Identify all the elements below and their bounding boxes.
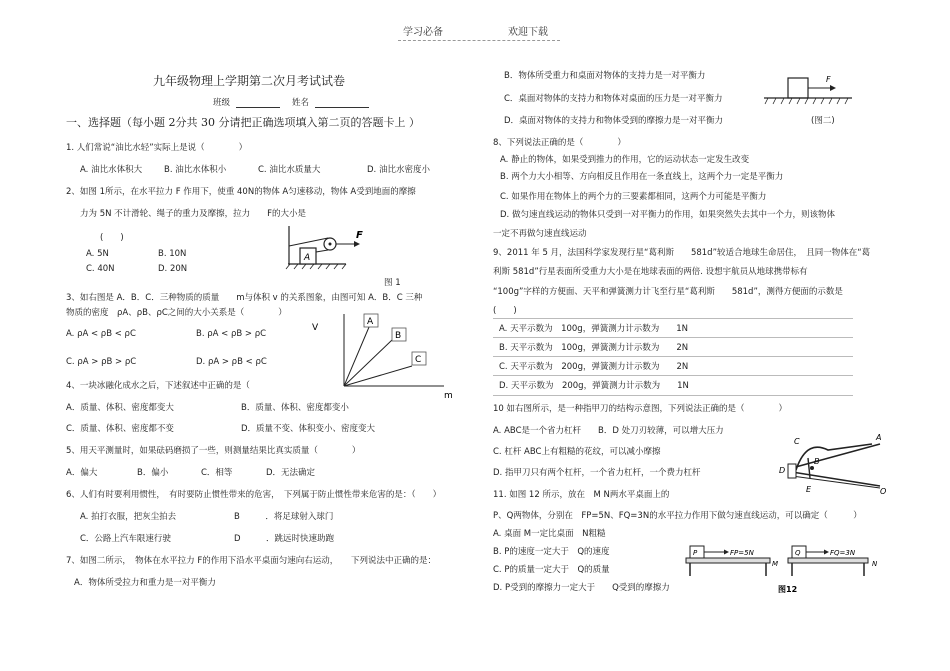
fig2-label-f: F: [826, 75, 831, 84]
section-1-heading: 一、选择题（每小题 2分共 30 分请把正确选项填入第二页的答题卡上 ）: [66, 116, 420, 129]
q9-option-c: C. 天平示数为 200g，弹簧测力计示数为 2N: [499, 362, 689, 372]
q5-option-c: C．相等: [201, 468, 233, 478]
q8-stem: 8、下列说法正确的是（ ）: [493, 138, 626, 148]
q8-option-d: D. 做匀速直线运动的物体只受到一对平衡力的作用，如果突然失去其中一个力，则该物体: [500, 210, 835, 220]
q1-option-a: A. 油比水体积大: [80, 165, 143, 175]
q11-stem-line2: P、Q两物体，分别在 FP=5N、FQ=3N的水平拉力作用下做匀速直线运动，可以确定（ ）: [493, 511, 862, 521]
q9-option-a: A. 天平示数为 100g，弹簧测力计示数为 1N: [499, 324, 688, 334]
q11-option-c: C. P的质量一定大于 Q的质量: [493, 565, 610, 575]
nail-label-a: A: [876, 433, 882, 442]
class-label: 班级: [213, 98, 231, 108]
q8-option-d-continued: 一定不再做匀速直线运动: [493, 229, 587, 239]
header-left: 学习必备: [403, 27, 443, 38]
q7-stem: 7、如图二所示， 物体在水平拉力 F的作用下沿水平桌面匀速向右运动， 下列说法中正确的是：: [66, 556, 437, 566]
q9-option-row-c: [493, 356, 853, 376]
nail-label-e: E: [806, 485, 812, 494]
q9-option-d: D. 天平示数为 200g，弹簧测力计示数为 1N: [499, 381, 689, 391]
nail-label-o: O: [880, 487, 887, 496]
q3-stem-line1: 3、如右图是 A．B．C．三种物质的质量 m与体积 v 的关系图象，由图可知 A．B．C 三种: [66, 293, 423, 303]
fig12-label-fq: FQ=3N: [830, 549, 856, 557]
q5-stem: 5、用天平测量时，如果砝码磨损了一些，则测量结果比真实质量（ ）: [66, 446, 361, 456]
name-label: 姓名: [292, 98, 310, 108]
q1-option-d: D. 油比水密度小: [367, 165, 430, 175]
graph-line-c-label: C: [415, 355, 422, 365]
q6-option-b: B ．将足球射入球门: [234, 512, 334, 522]
q1-option-b: B. 油比水体积小: [164, 165, 227, 175]
q9-option-row-b: [493, 337, 853, 357]
q6-stem: 6、人们有时要利用惯性， 有时要防止惯性带来的危害， 下列属于防止惯性带来危害的是：（ ）: [66, 490, 442, 500]
q9-stem-line2: 利斯 581d”行星表面所受重力大小是在地球表面的两倍. 设想宇航员从地球携带标有: [493, 267, 808, 277]
q2-option-b: B. 10N: [158, 249, 187, 259]
fig12-label-p: P: [693, 549, 698, 557]
q8-option-a: A. 静止的物体，如果受到推力的作用，它的运动状态一定发生改变: [500, 155, 750, 165]
graph-axis-v: V: [312, 323, 319, 333]
q5-option-a: A．偏大: [66, 468, 98, 478]
q11-option-b: B. P的速度一定大于 Q的速度: [493, 547, 610, 557]
q4-option-d: D．质量不变、体积变小、密度变大: [241, 424, 376, 434]
nail-label-b: B: [814, 457, 820, 466]
q4-option-a: A．质量、体积、密度都变大: [66, 403, 174, 413]
fig12-label-q: Q: [795, 549, 801, 557]
q2-stem-line2: 力为 5N 不计滑轮、绳子的重力及摩擦，拉力 F的大小是: [80, 209, 307, 219]
q5-option-d: D．无法确定: [266, 468, 316, 478]
figure-1-pulley: [284, 222, 370, 270]
q7-option-c: C．桌面对物体的支持力和物体对桌面的压力是一对平衡力: [504, 94, 723, 104]
figure-2-block-on-table: [760, 70, 860, 110]
fig12-label-m: M: [772, 560, 779, 568]
fig1-label-f: F: [356, 230, 363, 241]
q9-option-row-a: [493, 318, 853, 338]
class-field[interactable]: [236, 98, 280, 108]
fig12-label-fp: FP=5N: [730, 549, 754, 557]
q1-option-c: C. 油比水质量大: [258, 165, 321, 175]
q8-option-b: B. 两个力大小相等、方向相反且作用在一条直线上，这两个力一定是平衡力: [500, 172, 784, 182]
q9-stem-line3: “100g”字样的方便面、天平和弹簧测力计飞至行星“葛利斯 581d”，测得方便面的示数是: [493, 287, 843, 297]
figure-mass-volume-graph: [308, 306, 458, 402]
q7-option-a: A．物体所受拉力和重力是一对平衡力: [74, 578, 216, 588]
q3-stem-line2: 物质的密度 ρA、ρB、ρC之间的大小关系是（ ）: [66, 308, 287, 318]
q2-stem-line1: 2、如图 1所示，在水平拉力 F 作用下，使重 40N的物体 A匀速移动，物体 A受到地面的摩擦: [66, 187, 416, 197]
q6-option-a: A. 拍打衣服，把灰尘拍去: [80, 512, 177, 522]
nail-label-d: D: [779, 466, 786, 475]
figure-1-caption: 图 1: [384, 278, 401, 288]
q8-option-c: C. 如果作用在物体上的两个力的三要素都相同，这两个力可能是平衡力: [500, 192, 767, 202]
q7-option-b: B．物体所受重力和桌面对物体的支持力是一对平衡力: [504, 71, 706, 81]
q2-option-c: C. 40N: [86, 264, 115, 274]
q11-option-d: D. P受到的摩擦力一定大于 Q受到的摩擦力: [493, 583, 670, 593]
q11-stem-line1: 11. 如图 12 所示，放在 M N两水平桌面上的: [493, 490, 670, 500]
q1-stem: 1. 人们常说“油比水轻”实际上是说（ ）: [66, 143, 248, 153]
q9-option-row-d: [493, 375, 853, 396]
q6-option-c: C．公路上汽车限速行驶: [80, 534, 171, 544]
header-dashed-line: [398, 40, 560, 41]
q2-answer-paren: ( ): [100, 233, 124, 243]
figure-nail-clipper: [776, 430, 888, 496]
q3-option-b: B. ρA < ρB > ρC: [196, 329, 267, 339]
q3-option-c: C. ρA > ρB > ρC: [66, 357, 137, 367]
q10-option-ab: A. ABC是一个省力杠杆 B．D 处刀刃较薄，可以增大压力: [493, 426, 724, 436]
q2-option-a: A. 5N: [86, 249, 109, 259]
q3-option-a: A. ρA < ρB < ρC: [66, 329, 136, 339]
q10-option-c: C. 杠杆 ABC上有粗糙的花纹，可以减小摩擦: [493, 447, 661, 457]
q5-option-b: B．偏小: [137, 468, 169, 478]
nail-label-c: C: [794, 437, 800, 446]
exam-title: 九年级物理上学期第二次月考试试卷: [153, 74, 346, 88]
graph-line-b-label: B: [395, 331, 402, 341]
header-right: 欢迎下载: [508, 27, 548, 38]
q9-stem-line1: 9、2011 年 5 月，法国科学家发现行星“葛利斯 581d”较适合地球生命居住， 且同一物体在“葛: [493, 248, 871, 258]
name-field[interactable]: [315, 98, 369, 108]
q3-option-d: D. ρA > ρB < ρC: [196, 357, 267, 367]
q4-option-c: C．质量、体积、密度都不变: [66, 424, 174, 434]
q9-answer-paren: ( ): [493, 306, 517, 316]
q4-option-b: B．质量、体积、密度都变小: [241, 403, 349, 413]
fig1-label-a: A: [304, 253, 311, 263]
q11-option-a: A. 桌面 M一定比桌面 N粗糙: [493, 529, 606, 539]
q9-option-b: B. 天平示数为 100g，弹簧测力计示数为 2N: [499, 343, 689, 353]
q2-option-d: D. 20N: [158, 264, 188, 274]
q10-option-d: D. 指甲刀只有两个杠杆，一个省力杠杆，一个费力杠杆: [493, 468, 701, 478]
q7-option-d: D．桌面对物体的支持力和物体受到的摩擦力是一对平衡力: [504, 116, 724, 126]
figure-12-caption: 图12: [778, 585, 798, 594]
q10-stem: 10 如右图所示，是一种指甲刀的结构示意图，下列说法正确的是（ ）: [493, 404, 788, 414]
figure-2-caption: (图二): [811, 116, 835, 126]
graph-line-a-label: A: [367, 317, 374, 327]
q4-stem: 4、一块冰融化成水之后，下述叙述中正确的是（: [66, 381, 250, 391]
fig12-label-n: N: [872, 560, 878, 568]
graph-axis-m: m: [444, 391, 453, 401]
q6-option-d: D ．跳远时快速助跑: [234, 534, 335, 544]
figure-12-two-tables: [684, 540, 884, 596]
